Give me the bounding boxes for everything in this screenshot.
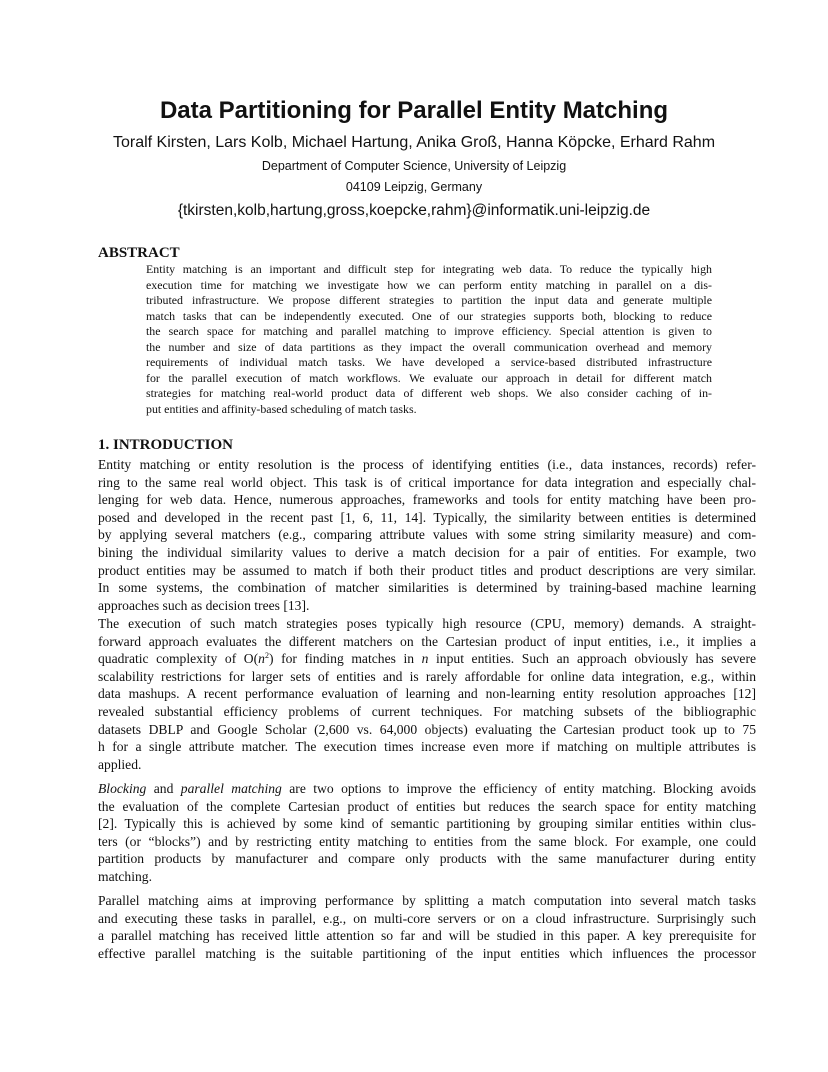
text-line: The execution of such match strategies poses typically high resource (CPU, memory) demands. A straight- [98, 616, 756, 631]
text-fragment: input entities. Such an approach obviously has severe [428, 651, 757, 667]
author-emails: {tkirsten,kolb,hartung,gross,koepcke,rahm}@informatik.uni-leipzig.de [177, 202, 651, 219]
text-line: product entities may be assumed to match if both their product titles and product descriptions are very similar. [98, 562, 756, 578]
text-line: data mashups. A recent performance evaluation of learning and non-learning entity resolution approaches [12] [98, 686, 756, 702]
text-line: ters (or “blocks”) and by restricting entity matching to entities from the same block. For example, one could [98, 833, 756, 849]
address: 04109 Leipzig, Germany [345, 180, 483, 194]
text-line: datasets DBLP and Google Scholar (2,600 vs. 64,000 objects) evaluating the Cartesian product took up to 75 [98, 721, 756, 737]
abstract-line: the search space for matching and parallel matching to improve efficiency. Special attention is given to [146, 324, 712, 338]
exponent: 2 [264, 651, 269, 661]
text-line: revealed substantial efficiency problems of current techniques. For matching subsets of the bibliographic [98, 703, 756, 719]
abstract-heading: ABSTRACT [98, 245, 180, 261]
text-fragment: are two options to improve the efficiency of entity matching. Blocking avoids [281, 781, 757, 796]
text-line: scalability restrictions for larger sets of entities and is rarely affordable for online data integration, e.g., within [98, 668, 756, 684]
text-line: the evaluation of the complete Cartesian product of entities but reduces the search space for entity matching [98, 798, 756, 814]
math-variable: n [258, 651, 265, 667]
emphasis-term: Blocking [98, 781, 147, 796]
abstract-line: execution time for matching we investigate how we can perform entity matching in parallel on a dis- [146, 277, 712, 292]
intro-paragraph-4 [98, 892, 756, 962]
text-line: a parallel matching has received little attention so far and will be studied in this paper. A key prerequisite for [98, 928, 756, 944]
abstract-body [146, 262, 712, 417]
section-heading-introduction: 1. INTRODUCTION [98, 437, 234, 453]
abstract-line: strategies for matching real-world product data of different web shops. We also consider caching of in- [146, 386, 712, 400]
abstract-line: tributed infrastructure. We propose different strategies to partition the input data and generate multiple [146, 293, 712, 307]
abstract-line: for the parallel execution of match workflows. We evaluate our approach in detail for different match [146, 370, 712, 385]
text-line: effective parallel matching is the suitable partitioning of the input entities which influences the processor [98, 945, 756, 961]
text-line [98, 650, 756, 668]
intro-paragraph-1 [98, 456, 756, 614]
text-fragment: quadratic complexity of O( [98, 651, 259, 667]
text-line: posed and developed in the recent past [1, 6, 11, 14]. Typically, the similarity between entities is determined [98, 509, 756, 525]
intro-paragraph-2 [98, 615, 756, 773]
text-line: [2]. Typically this is achieved by some kind of semantic partitioning by grouping similar entities within clus- [98, 816, 756, 832]
text-line: Parallel matching aims at improving performance by splitting a match computation into several match tasks [98, 893, 756, 908]
text-line: In some systems, the combination of matcher similarities is determined by training-based machine learning [98, 580, 756, 596]
abstract-line: put entities and affinity-based scheduling of match tasks. [146, 401, 417, 416]
text-line: lenging for web data. Hence, numerous approaches, frameworks and tools for entity matching have been pro- [98, 492, 756, 508]
text-fragment: ) for finding matches in [268, 651, 422, 667]
text-line [98, 780, 756, 798]
text-line: applied. [98, 756, 142, 772]
text-line: Entity matching or entity resolution is the process of identifying entities (i.e., data instances, records) refer- [98, 457, 756, 472]
emphasis-term: parallel matching [180, 781, 282, 796]
intro-paragraph-3 [98, 780, 756, 886]
text-line: and executing these tasks in parallel, e.g., on multi-core servers or on a cloud infrastructure. Surprisingly such [98, 910, 756, 926]
abstract-line: match tasks that can be independently executed. One of our strategies supports both, blocking to reduce [146, 308, 712, 323]
text-line: by applying several matchers (e.g., comparing attribute values with some string similarity measure) and com- [98, 527, 756, 543]
abstract-line: requirements of individual match tasks. We have developed a service-based distributed infrastructure [146, 355, 712, 369]
author-list: Toralf Kirsten, Lars Kolb, Michael Hartung, Anika Groß, Hanna Köpcke, Erhard Rahm [112, 134, 716, 151]
math-variable: n [421, 651, 429, 667]
text-line: bining the individual similarity values to derive a match decision for a pair of entities. For example, two [98, 544, 756, 560]
affiliation: Department of Computer Science, University of Leipzig [261, 159, 567, 173]
text-fragment: and [146, 781, 181, 796]
abstract-line: Entity matching is an important and difficult step for integrating web data. To reduce the typically high [146, 262, 712, 276]
text-line: forward approach evaluates the different matchers on the Cartesian product of input entities, i.e., it implies a [98, 633, 756, 649]
text-line: ring to the same real world object. This task is of critical importance for data integration and especially chal- [98, 474, 756, 490]
text-line: approaches such as decision trees [13]. [98, 597, 310, 613]
text-line: h for a single attribute matcher. The execution times increase even more if matching on multiple attributes is [98, 739, 756, 755]
text-line: partition products by manufacturer and compare only products with the same manufacturer during entity [98, 851, 756, 867]
text-line: matching. [98, 868, 152, 884]
abstract-line: the number and size of data partitions as they impact the overall communication overhead and memory [146, 339, 712, 354]
paper-title: Data Partitioning for Parallel Entity Matching [159, 97, 669, 124]
